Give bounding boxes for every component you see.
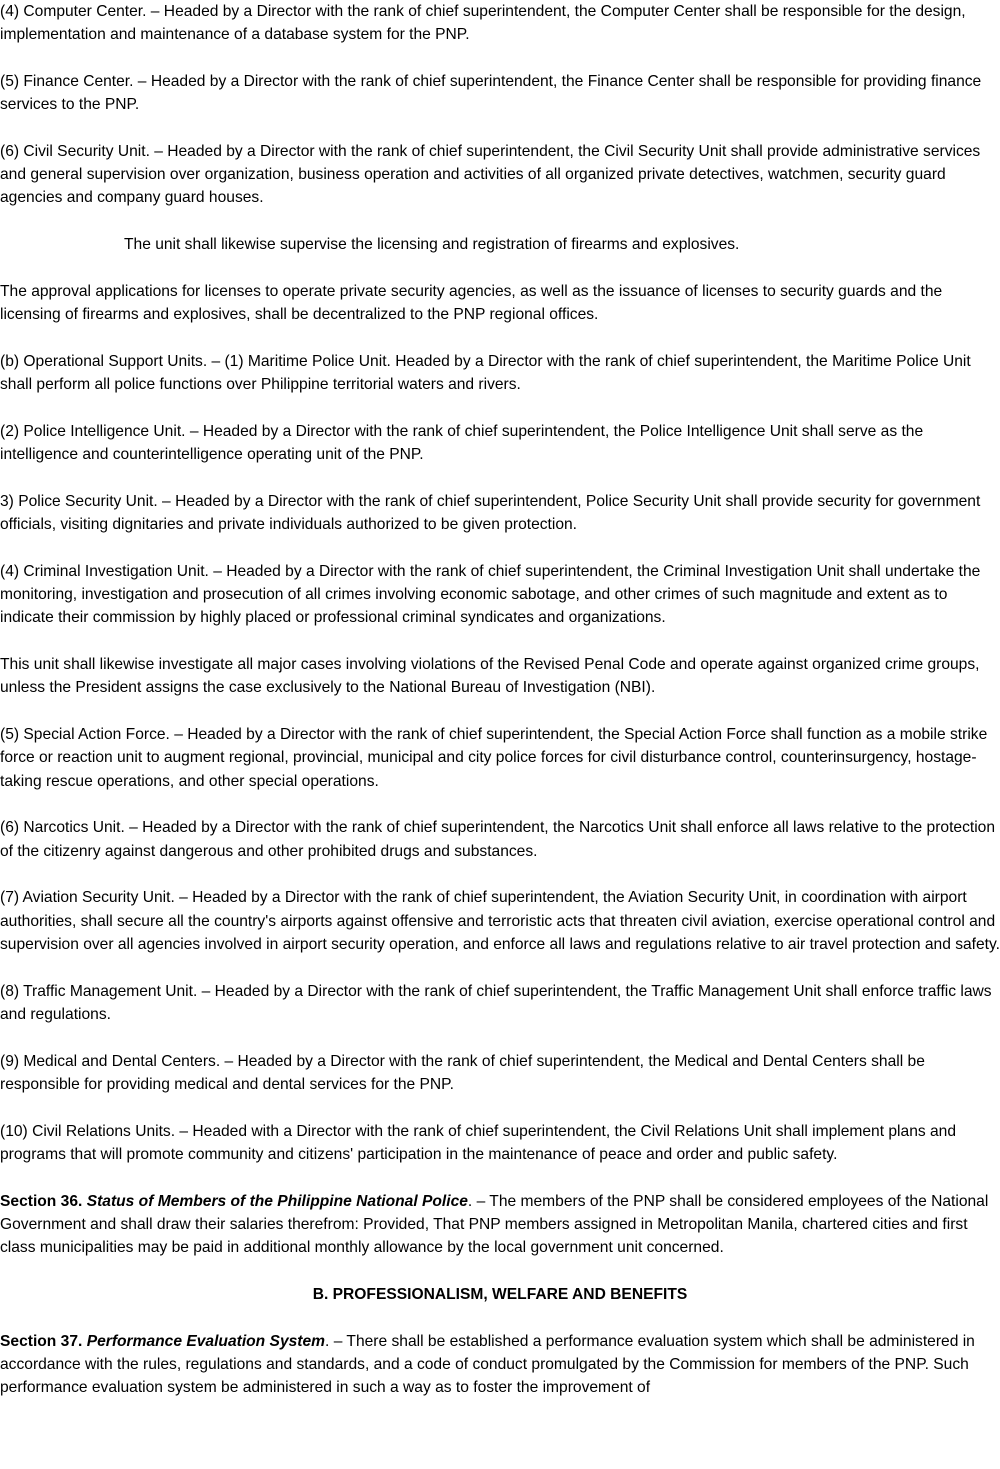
paragraph-medical-dental-centers: (9) Medical and Dental Centers. – Headed by a Director with the rank of chief superintendent, the Medical and Dental Centers shall be responsible for providing medical and dental services for the PNP. xyxy=(0,1052,925,1093)
section-37-title: Performance Evaluation System xyxy=(86,1332,326,1350)
section-36-title: Status of Members of the Philippine National Police xyxy=(86,1192,468,1210)
section-37-body: . – There shall be established a performance evaluation system which shall be administered in accordance with the rules, regulations and standards, and a code of conduct promulgated by the Commission for members of the PNP. Such performance evaluation system be administered in such a way as to foster the improvement of xyxy=(0,1332,975,1397)
heading-professionalism-welfare-benefits: B. PROFESSIONALISM, WELFARE AND BENEFITS xyxy=(312,1285,688,1303)
paragraph-civil-relations-units: (10) Civil Relations Units. – Headed with a Director with the rank of chief superintendent, the Civil Relations Unit shall implement plans and programs that will promote community and citizens' participation in the maintenance of peace and order and public safety. xyxy=(0,1122,957,1163)
paragraph-approval-applications: The approval applications for licenses to operate private security agencies, as well as the issuance of licenses to security guards and the licensing of firearms and explosives, shall be decentralized to the PNP regional offices. xyxy=(0,283,943,324)
paragraph-narcotics-unit: (6) Narcotics Unit. – Headed by a Director with the rank of chief superintendent, the Narcotics Unit shall enforce all laws relative to the protection of the citizenry against dangerous and other prohibited drugs and substances. xyxy=(0,819,996,860)
paragraph-special-action-force: (5) Special Action Force. – Headed by a Director with the rank of chief superintendent, the Special Action Force shall function as a mobile strike force or reaction unit to augment regional, provincial, municipal and city police forces for civil disturbance control, counterinsurgency, hostage-taking rescue operations, and other special operations. xyxy=(0,726,988,790)
paragraph-traffic-management-unit: (8) Traffic Management Unit. – Headed by a Director with the rank of chief superintendent, the Traffic Management Unit shall enforce traffic laws and regulations. xyxy=(0,982,992,1023)
paragraph-aviation-security-unit: (7) Aviation Security Unit. – Headed by a Director with the rank of chief superintendent, the Aviation Security Unit, in coordination with airport authorities, shall secure all the country's airports against offensive and terroristic acts that threaten civil aviation, exercise operational control and supervision over all agencies involved in airport security operation, and enforce all laws and regulations relative to air travel protection and safety. xyxy=(0,889,1000,953)
section-36 xyxy=(0,1190,1000,1260)
section-36-number: Section 36. xyxy=(0,1192,83,1210)
paragraph-civil-security-unit: (6) Civil Security Unit. – Headed by a Director with the rank of chief superintendent, the Civil Security Unit shall provide administrative services and general supervision over organization, business operation and activities of all organized private detectives, watchmen, security guard agencies and company guard houses. xyxy=(0,143,981,207)
paragraph-finance-center: (5) Finance Center. – Headed by a Director with the rank of chief superintendent, the Finance Center shall be responsible for providing finance services to the PNP. xyxy=(0,73,982,114)
paragraph-major-cases: This unit shall likewise investigate all major cases involving violations of the Revised Penal Code and operate against organized crime groups, unless the President assigns the case exclusively to the National Bureau of Investigation (NBI). xyxy=(0,656,980,697)
paragraph-police-intelligence-unit: (2) Police Intelligence Unit. – Headed by a Director with the rank of chief superintendent, the Police Intelligence Unit shall serve as the intelligence and counterintelligence operating unit of the PNP. xyxy=(0,423,924,464)
paragraph-criminal-investigation-unit: (4) Criminal Investigation Unit. – Headed by a Director with the rank of chief superintendent, the Criminal Investigation Unit shall undertake the monitoring, investigation and prosecution of all crimes involving economic sabotage, and other crimes of such magnitude and extent as to indicate their commission by highly placed or professional criminal syndicates and organizations. xyxy=(0,563,981,627)
paragraph-computer-center: (4) Computer Center. – Headed by a Director with the rank of chief superintendent, the Computer Center shall be responsible for the design, implementation and maintenance of a database system for the PNP. xyxy=(0,3,966,44)
paragraph-police-security-unit: 3) Police Security Unit. – Headed by a Director with the rank of chief superintendent, Police Security Unit shall provide security for government officials, visiting dignitaries and private individuals authorized to be given protection. xyxy=(0,493,981,534)
section-37-number: Section 37. xyxy=(0,1332,83,1350)
section-37 xyxy=(0,1330,1000,1400)
section-36-body: . – The members of the PNP shall be considered employees of the National Government and shall draw their salaries therefrom: Provided, That PNP members assigned in Metropolitan Manila, chartered cities and first class municipalities may be paid in additional monthly allowance by the local government unit concerned. xyxy=(0,1192,989,1257)
paragraph-maritime-police-unit: (b) Operational Support Units. – (1) Maritime Police Unit. Headed by a Director with the rank of chief superintendent, the Maritime Police Unit shall perform all police functions over Philippine territorial waters and rivers. xyxy=(0,353,971,394)
paragraph-firearms-licensing: The unit shall likewise supervise the licensing and registration of firearms and explosives. xyxy=(124,236,740,254)
